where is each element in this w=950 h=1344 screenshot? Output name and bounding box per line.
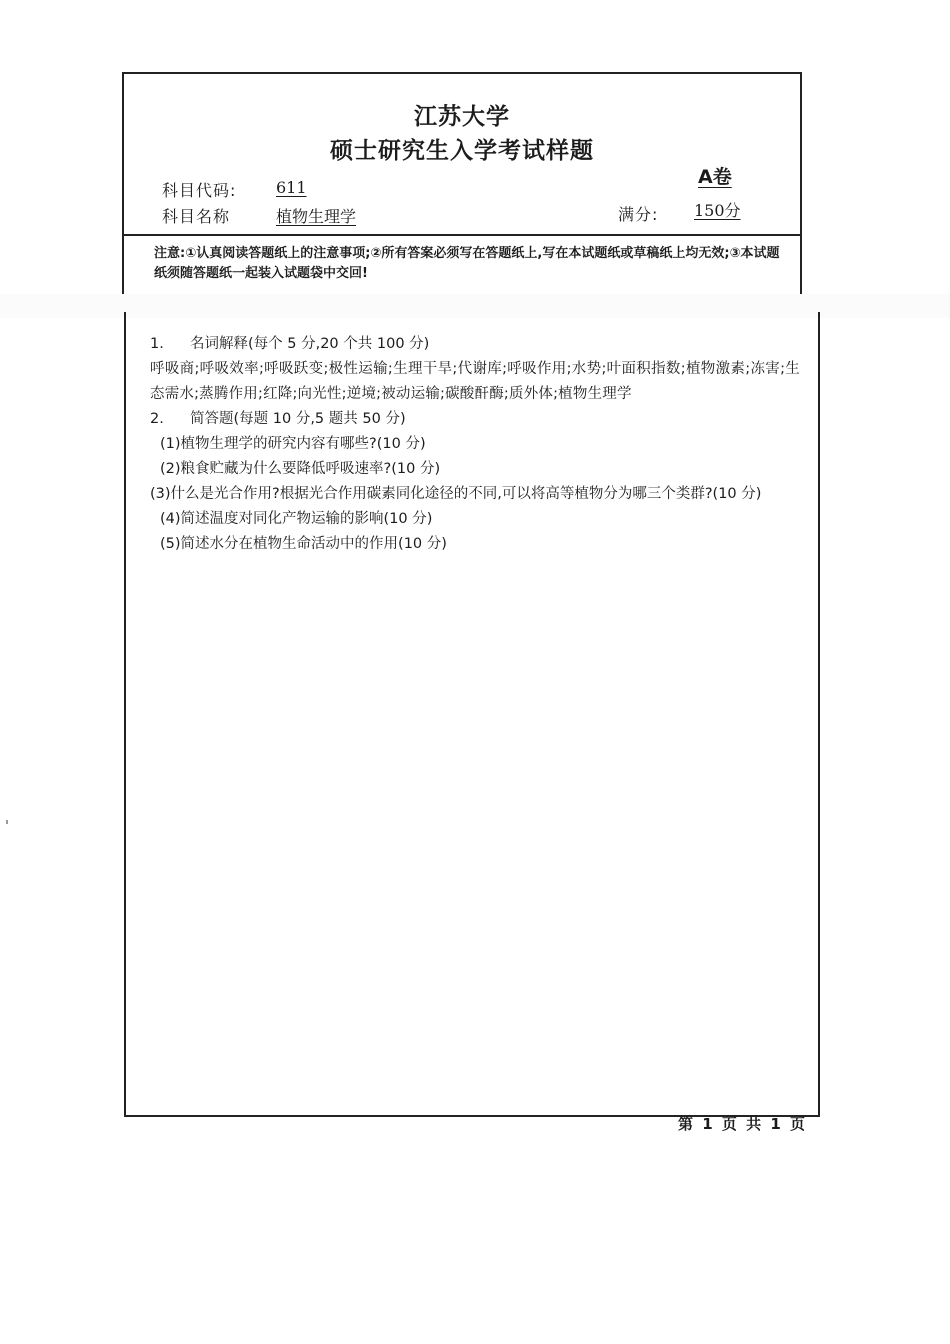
question-2: (2)粮食贮藏为什么要降低呼吸速率?(10 分) <box>160 461 441 477</box>
subject-name: 植物生理学 <box>276 207 357 226</box>
question-5: (5)简述水分在植物生命活动中的作用(10 分) <box>160 536 447 552</box>
term-list: 呼吸商;呼吸效率;呼吸跃变;极性运输;生理干旱;代谢库;呼吸作用;水势;叶面积指数;植物激素;冻害;生态需水;蒸腾作用;红降;向光性;逆境;被动运输;碳酸酐酶;质外体;植物生理学 <box>150 361 800 402</box>
scan-edge-mark <box>6 820 8 824</box>
full-score-label: 满分: <box>618 205 659 224</box>
section-2-number: 2. <box>150 411 164 427</box>
section-1-title: 名词解释(每个 5 分,20 个共 100 分) <box>190 336 430 352</box>
question-3-text: (3)什么是光合作用?根据光合作用碳素同化途径的不同,可以将高等植物分为哪三个类群?(10 分) <box>150 486 762 502</box>
question-3 <box>150 482 800 507</box>
page-number: 第 1 页 共 1 页 <box>678 1115 807 1133</box>
header-divider <box>124 234 800 236</box>
exam-header <box>122 72 802 294</box>
section-1-number: 1. <box>150 336 164 352</box>
question-1: (1)植物生理学的研究内容有哪些?(10 分) <box>160 436 426 452</box>
section-1-heading <box>150 332 800 357</box>
exam-body <box>124 312 820 1117</box>
section-2-heading <box>150 407 800 432</box>
section-2-title: 简答题(每题 10 分,5 题共 50 分) <box>190 411 406 427</box>
university-name: 江苏大学 <box>414 104 510 130</box>
question-content <box>150 332 800 557</box>
paper-version: A卷 <box>698 166 732 188</box>
question-4: (4)简述温度对同化产物运输的影响(10 分) <box>160 511 433 527</box>
exam-title: 硕士研究生入学考试样题 <box>330 138 594 164</box>
exam-notice: 注意:①认真阅读答题纸上的注意事项;②所有答案必须写在答题纸上,写在本试题纸或草稿纸上均无效;③本试题纸须随答题纸一起装入试题袋中交回! <box>154 246 780 281</box>
full-score: 150分 <box>694 201 741 220</box>
subject-code: 611 <box>276 178 307 197</box>
subject-name-label: 科目名称 <box>162 207 231 226</box>
subject-code-label: 科目代码: <box>162 181 237 200</box>
